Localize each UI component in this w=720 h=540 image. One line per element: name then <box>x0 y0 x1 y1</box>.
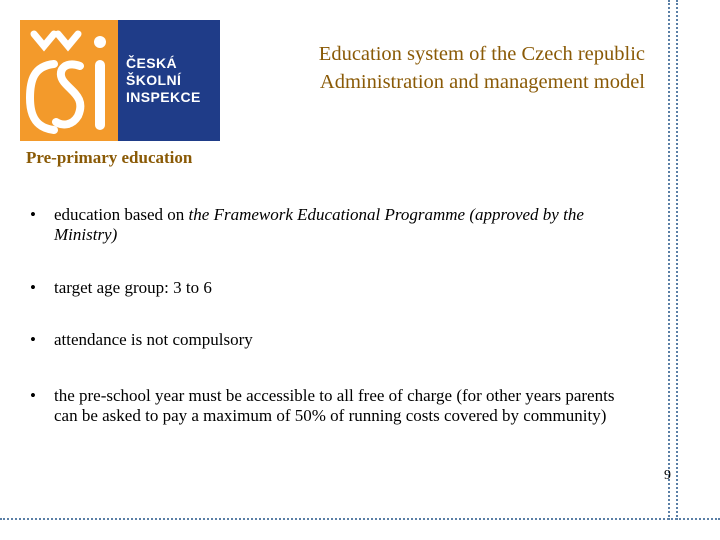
list-item-text: target age group: 3 to 6 <box>54 278 212 297</box>
list-item <box>30 278 630 298</box>
bullet-dot: • <box>30 205 36 224</box>
list-item-text-italic: the Framework Educational Programme (approved by the Ministry) <box>54 205 584 244</box>
bullet-dot: • <box>30 330 36 349</box>
right-border-dotted <box>668 0 670 520</box>
title-line-2: Administration and management model <box>319 71 645 93</box>
bullet-dot: • <box>30 278 36 297</box>
bottom-border-dotted <box>0 518 720 520</box>
logo-line-1: ČESKÁ <box>126 55 178 71</box>
csi-logo <box>20 20 220 141</box>
bullet-dot: • <box>30 386 36 405</box>
right-border-dotted-2 <box>676 0 678 520</box>
section-heading: Pre-primary education <box>26 148 193 167</box>
csi-logo-wordmark <box>118 20 220 141</box>
list-item <box>30 330 630 350</box>
list-item <box>30 205 630 245</box>
list-item-text: the pre-school year must be accessible to all free of charge (for other years parents can be asked to pay a maximum of 50% of running costs covered by community) <box>54 386 615 425</box>
page-number: 9 <box>664 468 671 483</box>
title-line-1: Education system of the Czech republic <box>318 43 645 65</box>
list-item-text <box>54 205 630 245</box>
list-item-text-plain: education based on <box>54 205 189 224</box>
logo-line-2: ŠKOLNÍ <box>126 72 182 88</box>
logo-line-3: INSPEKCE <box>126 89 201 105</box>
list-item-text: attendance is not compulsory <box>54 330 253 349</box>
csi-logo-glyph-icon <box>20 20 118 141</box>
list-item <box>30 386 630 426</box>
page-title <box>230 40 645 96</box>
csi-logo-mark <box>20 20 118 141</box>
